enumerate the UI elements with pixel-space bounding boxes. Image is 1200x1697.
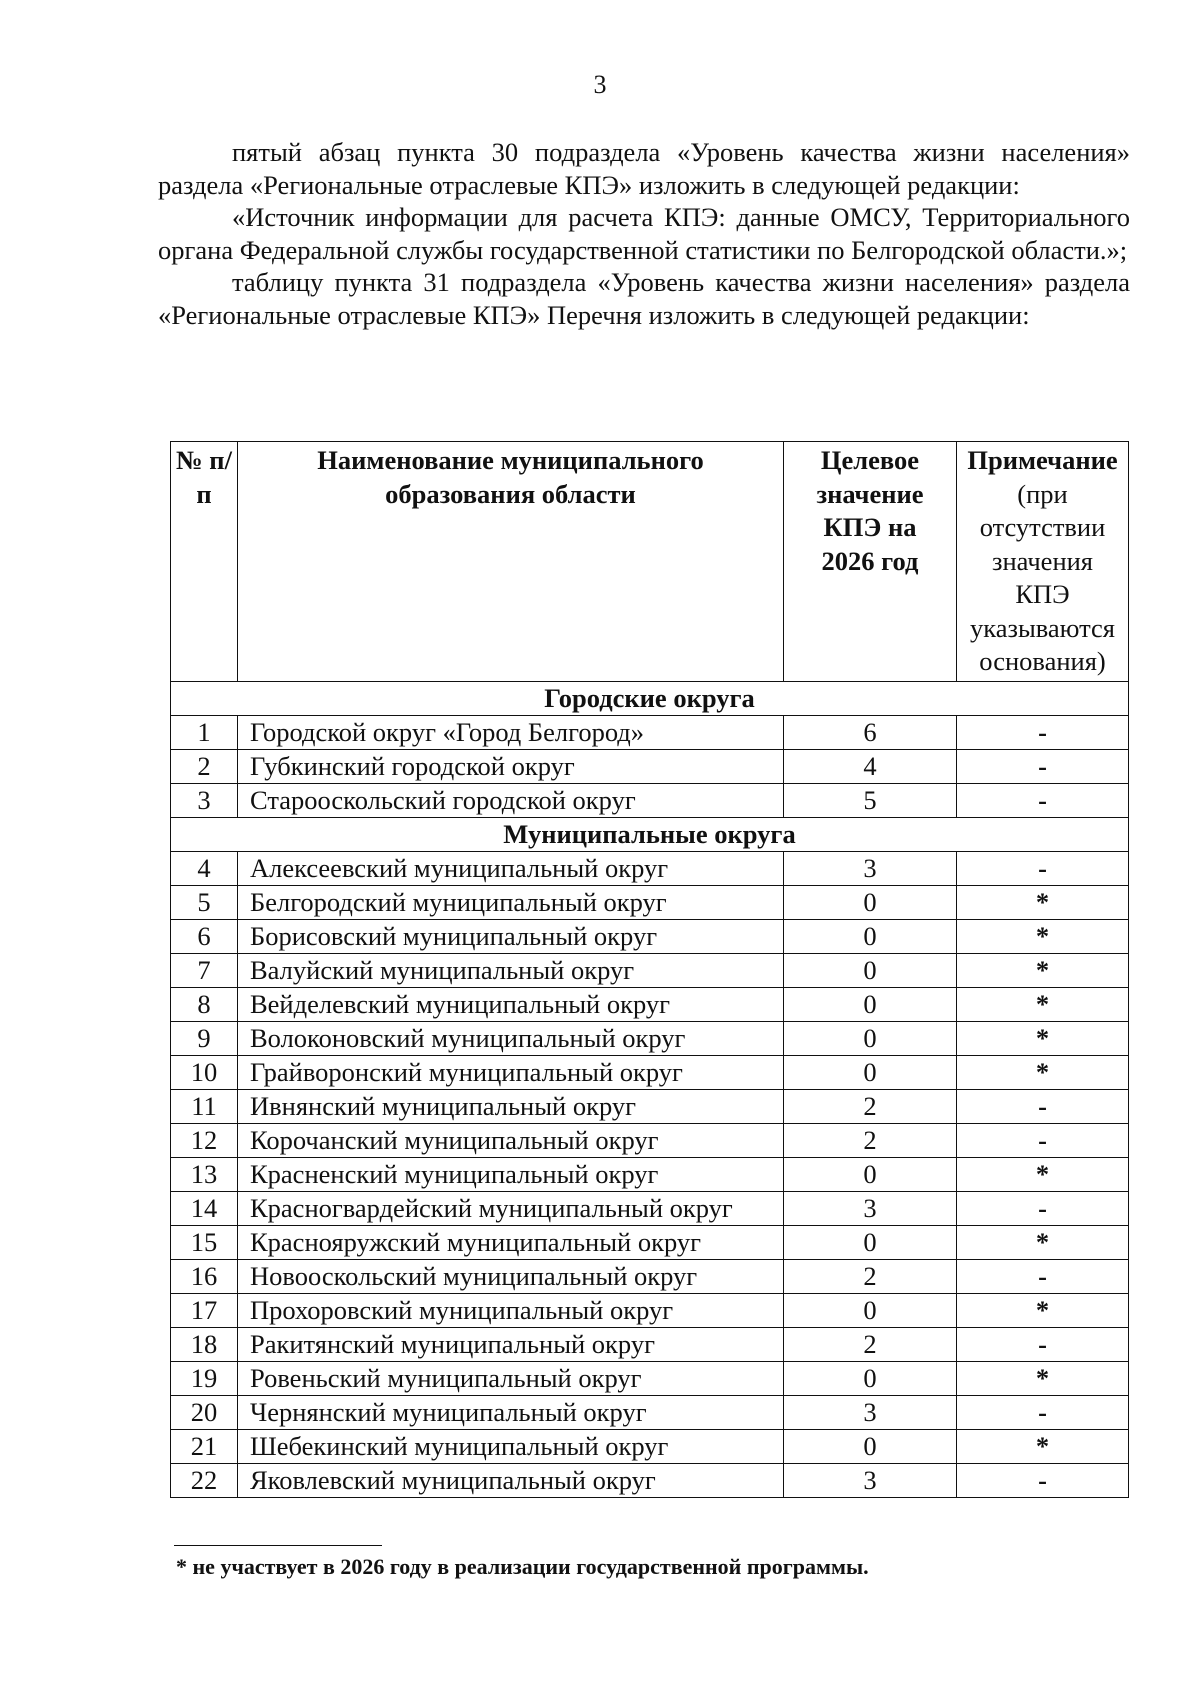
table-row xyxy=(171,1157,1129,1191)
row-number: 14 xyxy=(171,1191,238,1225)
note-mark: * xyxy=(957,885,1129,919)
note-mark: - xyxy=(957,715,1129,749)
table-row xyxy=(171,1225,1129,1259)
row-number: 3 xyxy=(171,783,238,817)
note-mark: * xyxy=(957,987,1129,1021)
row-number: 15 xyxy=(171,1225,238,1259)
municipality-name: Прохоровский муниципальный округ xyxy=(238,1293,784,1327)
table-row xyxy=(171,749,1129,783)
row-number: 7 xyxy=(171,953,238,987)
municipality-name: Грайворонский муниципальный округ xyxy=(238,1055,784,1089)
target-value: 0 xyxy=(784,885,957,919)
municipality-name: Белгородский муниципальный округ xyxy=(238,885,784,919)
note-mark: - xyxy=(957,783,1129,817)
header-num: № п/п xyxy=(171,442,238,682)
header-name xyxy=(238,442,784,682)
row-number: 4 xyxy=(171,851,238,885)
table-row xyxy=(171,1259,1129,1293)
kpe-table xyxy=(170,441,1129,1498)
target-value: 0 xyxy=(784,1021,957,1055)
municipality-name: Ракитянский муниципальный округ xyxy=(238,1327,784,1361)
note-mark: - xyxy=(957,1191,1129,1225)
note-mark: * xyxy=(957,1225,1129,1259)
row-number: 11 xyxy=(171,1089,238,1123)
table-row xyxy=(171,1055,1129,1089)
municipality-name: Краснояружский муниципальный округ xyxy=(238,1225,784,1259)
note-mark: * xyxy=(957,1429,1129,1463)
header-name-text: Наименование муниципального образования области xyxy=(317,445,704,509)
table-row xyxy=(171,987,1129,1021)
target-value: 0 xyxy=(784,1429,957,1463)
note-mark: - xyxy=(957,1395,1129,1429)
page-number: 3 xyxy=(593,70,607,99)
footnote: * не участвует в 2026 году в реализации государственной программы. xyxy=(176,1554,869,1579)
row-number: 12 xyxy=(171,1123,238,1157)
table-row xyxy=(171,919,1129,953)
target-value: 4 xyxy=(784,749,957,783)
row-number: 8 xyxy=(171,987,238,1021)
note-mark: - xyxy=(957,1463,1129,1497)
municipality-name: Губкинский городской округ xyxy=(238,749,784,783)
target-value: 3 xyxy=(784,1395,957,1429)
table-row xyxy=(171,1395,1129,1429)
target-value: 0 xyxy=(784,1361,957,1395)
municipality-name: Чернянский муниципальный округ xyxy=(238,1395,784,1429)
row-number: 5 xyxy=(171,885,238,919)
paragraph: «Источник информации для расчета КПЭ: данные ОМСУ, Территориального органа Федеральной службы государственной статистики по Белгородской области.»; xyxy=(158,202,1130,265)
table-row xyxy=(171,1293,1129,1327)
note-mark: * xyxy=(957,919,1129,953)
row-number: 1 xyxy=(171,715,238,749)
target-value: 3 xyxy=(784,1191,957,1225)
row-number: 9 xyxy=(171,1021,238,1055)
target-value: 5 xyxy=(784,783,957,817)
municipality-name: Шебекинский муниципальный округ xyxy=(238,1429,784,1463)
target-value: 0 xyxy=(784,1225,957,1259)
target-value: 3 xyxy=(784,851,957,885)
header-note-title: Примечание xyxy=(967,445,1118,475)
table-row xyxy=(171,851,1129,885)
target-value: 6 xyxy=(784,715,957,749)
municipality-name: Борисовский муниципальный округ xyxy=(238,919,784,953)
row-number: 13 xyxy=(171,1157,238,1191)
table-body xyxy=(171,681,1129,1497)
group-row xyxy=(171,681,1129,715)
municipality-name: Вейделевский муниципальный округ xyxy=(238,987,784,1021)
row-number: 17 xyxy=(171,1293,238,1327)
note-mark: - xyxy=(957,851,1129,885)
table-row xyxy=(171,1191,1129,1225)
row-number: 22 xyxy=(171,1463,238,1497)
note-mark: - xyxy=(957,1089,1129,1123)
municipality-name: Корочанский муниципальный округ xyxy=(238,1123,784,1157)
row-number: 2 xyxy=(171,749,238,783)
footnote-rule xyxy=(174,1545,382,1546)
group-title: Муниципальные округа xyxy=(171,817,1129,851)
row-number: 16 xyxy=(171,1259,238,1293)
table-row xyxy=(171,1463,1129,1497)
target-value: 2 xyxy=(784,1123,957,1157)
target-value: 0 xyxy=(784,1293,957,1327)
municipality-name: Яковлевский муниципальный округ xyxy=(238,1463,784,1497)
header-note xyxy=(957,442,1129,682)
note-mark: * xyxy=(957,1021,1129,1055)
note-mark: - xyxy=(957,1327,1129,1361)
municipality-name: Ровеньский муниципальный округ xyxy=(238,1361,784,1395)
header-target xyxy=(784,442,957,682)
row-number: 10 xyxy=(171,1055,238,1089)
municipality-name: Волоконовский муниципальный округ xyxy=(238,1021,784,1055)
table-row xyxy=(171,885,1129,919)
note-mark: - xyxy=(957,749,1129,783)
row-number: 20 xyxy=(171,1395,238,1429)
target-value: 2 xyxy=(784,1089,957,1123)
target-value: 2 xyxy=(784,1327,957,1361)
table-row xyxy=(171,783,1129,817)
note-mark: - xyxy=(957,1259,1129,1293)
municipality-name: Валуйский муниципальный округ xyxy=(238,953,784,987)
municipality-name: Красненский муниципальный округ xyxy=(238,1157,784,1191)
target-value: 0 xyxy=(784,1157,957,1191)
table-row xyxy=(171,1361,1129,1395)
header-note-subtitle: (при отсутствии значения КПЭ указываются основания) xyxy=(970,478,1115,676)
table-header-row xyxy=(171,442,1129,682)
row-number: 19 xyxy=(171,1361,238,1395)
municipality-name: Новооскольский муниципальный округ xyxy=(238,1259,784,1293)
table-row xyxy=(171,1327,1129,1361)
municipality-name: Городской округ «Город Белгород» xyxy=(238,715,784,749)
table-row xyxy=(171,953,1129,987)
table-row xyxy=(171,715,1129,749)
table-row xyxy=(171,1021,1129,1055)
row-number: 21 xyxy=(171,1429,238,1463)
target-value: 3 xyxy=(784,1463,957,1497)
note-mark: * xyxy=(957,1293,1129,1327)
municipality-name: Ивнянский муниципальный округ xyxy=(238,1089,784,1123)
note-mark: - xyxy=(957,1123,1129,1157)
note-mark: * xyxy=(957,953,1129,987)
note-mark: * xyxy=(957,1157,1129,1191)
target-value: 2 xyxy=(784,1259,957,1293)
group-row xyxy=(171,817,1129,851)
municipality-name: Старооскольский городской округ xyxy=(238,783,784,817)
row-number: 6 xyxy=(171,919,238,953)
note-mark: * xyxy=(957,1361,1129,1395)
municipality-name: Красногвардейский муниципальный округ xyxy=(238,1191,784,1225)
paragraph: пятый абзац пункта 30 подраздела «Уровень качества жизни населения» раздела «Региональные отраслевые КПЭ» изложить в следующей редакции: xyxy=(158,137,1130,200)
table-row xyxy=(171,1089,1129,1123)
municipality-name: Алексеевский муниципальный округ xyxy=(238,851,784,885)
target-value: 0 xyxy=(784,953,957,987)
target-value: 0 xyxy=(784,919,957,953)
row-number: 18 xyxy=(171,1327,238,1361)
table-row xyxy=(171,1123,1129,1157)
note-mark: * xyxy=(957,1055,1129,1089)
body-text xyxy=(158,136,1130,331)
header-target-text: Целевое значение КПЭ на 2026 год xyxy=(816,445,924,576)
target-value: 0 xyxy=(784,1055,957,1089)
paragraph: таблицу пункта 31 подраздела «Уровень качества жизни населения» раздела «Региональные отраслевые КПЭ» Перечня изложить в следующей редакции: xyxy=(158,267,1130,330)
table-row xyxy=(171,1429,1129,1463)
target-value: 0 xyxy=(784,987,957,1021)
group-title: Городские округа xyxy=(171,681,1129,715)
